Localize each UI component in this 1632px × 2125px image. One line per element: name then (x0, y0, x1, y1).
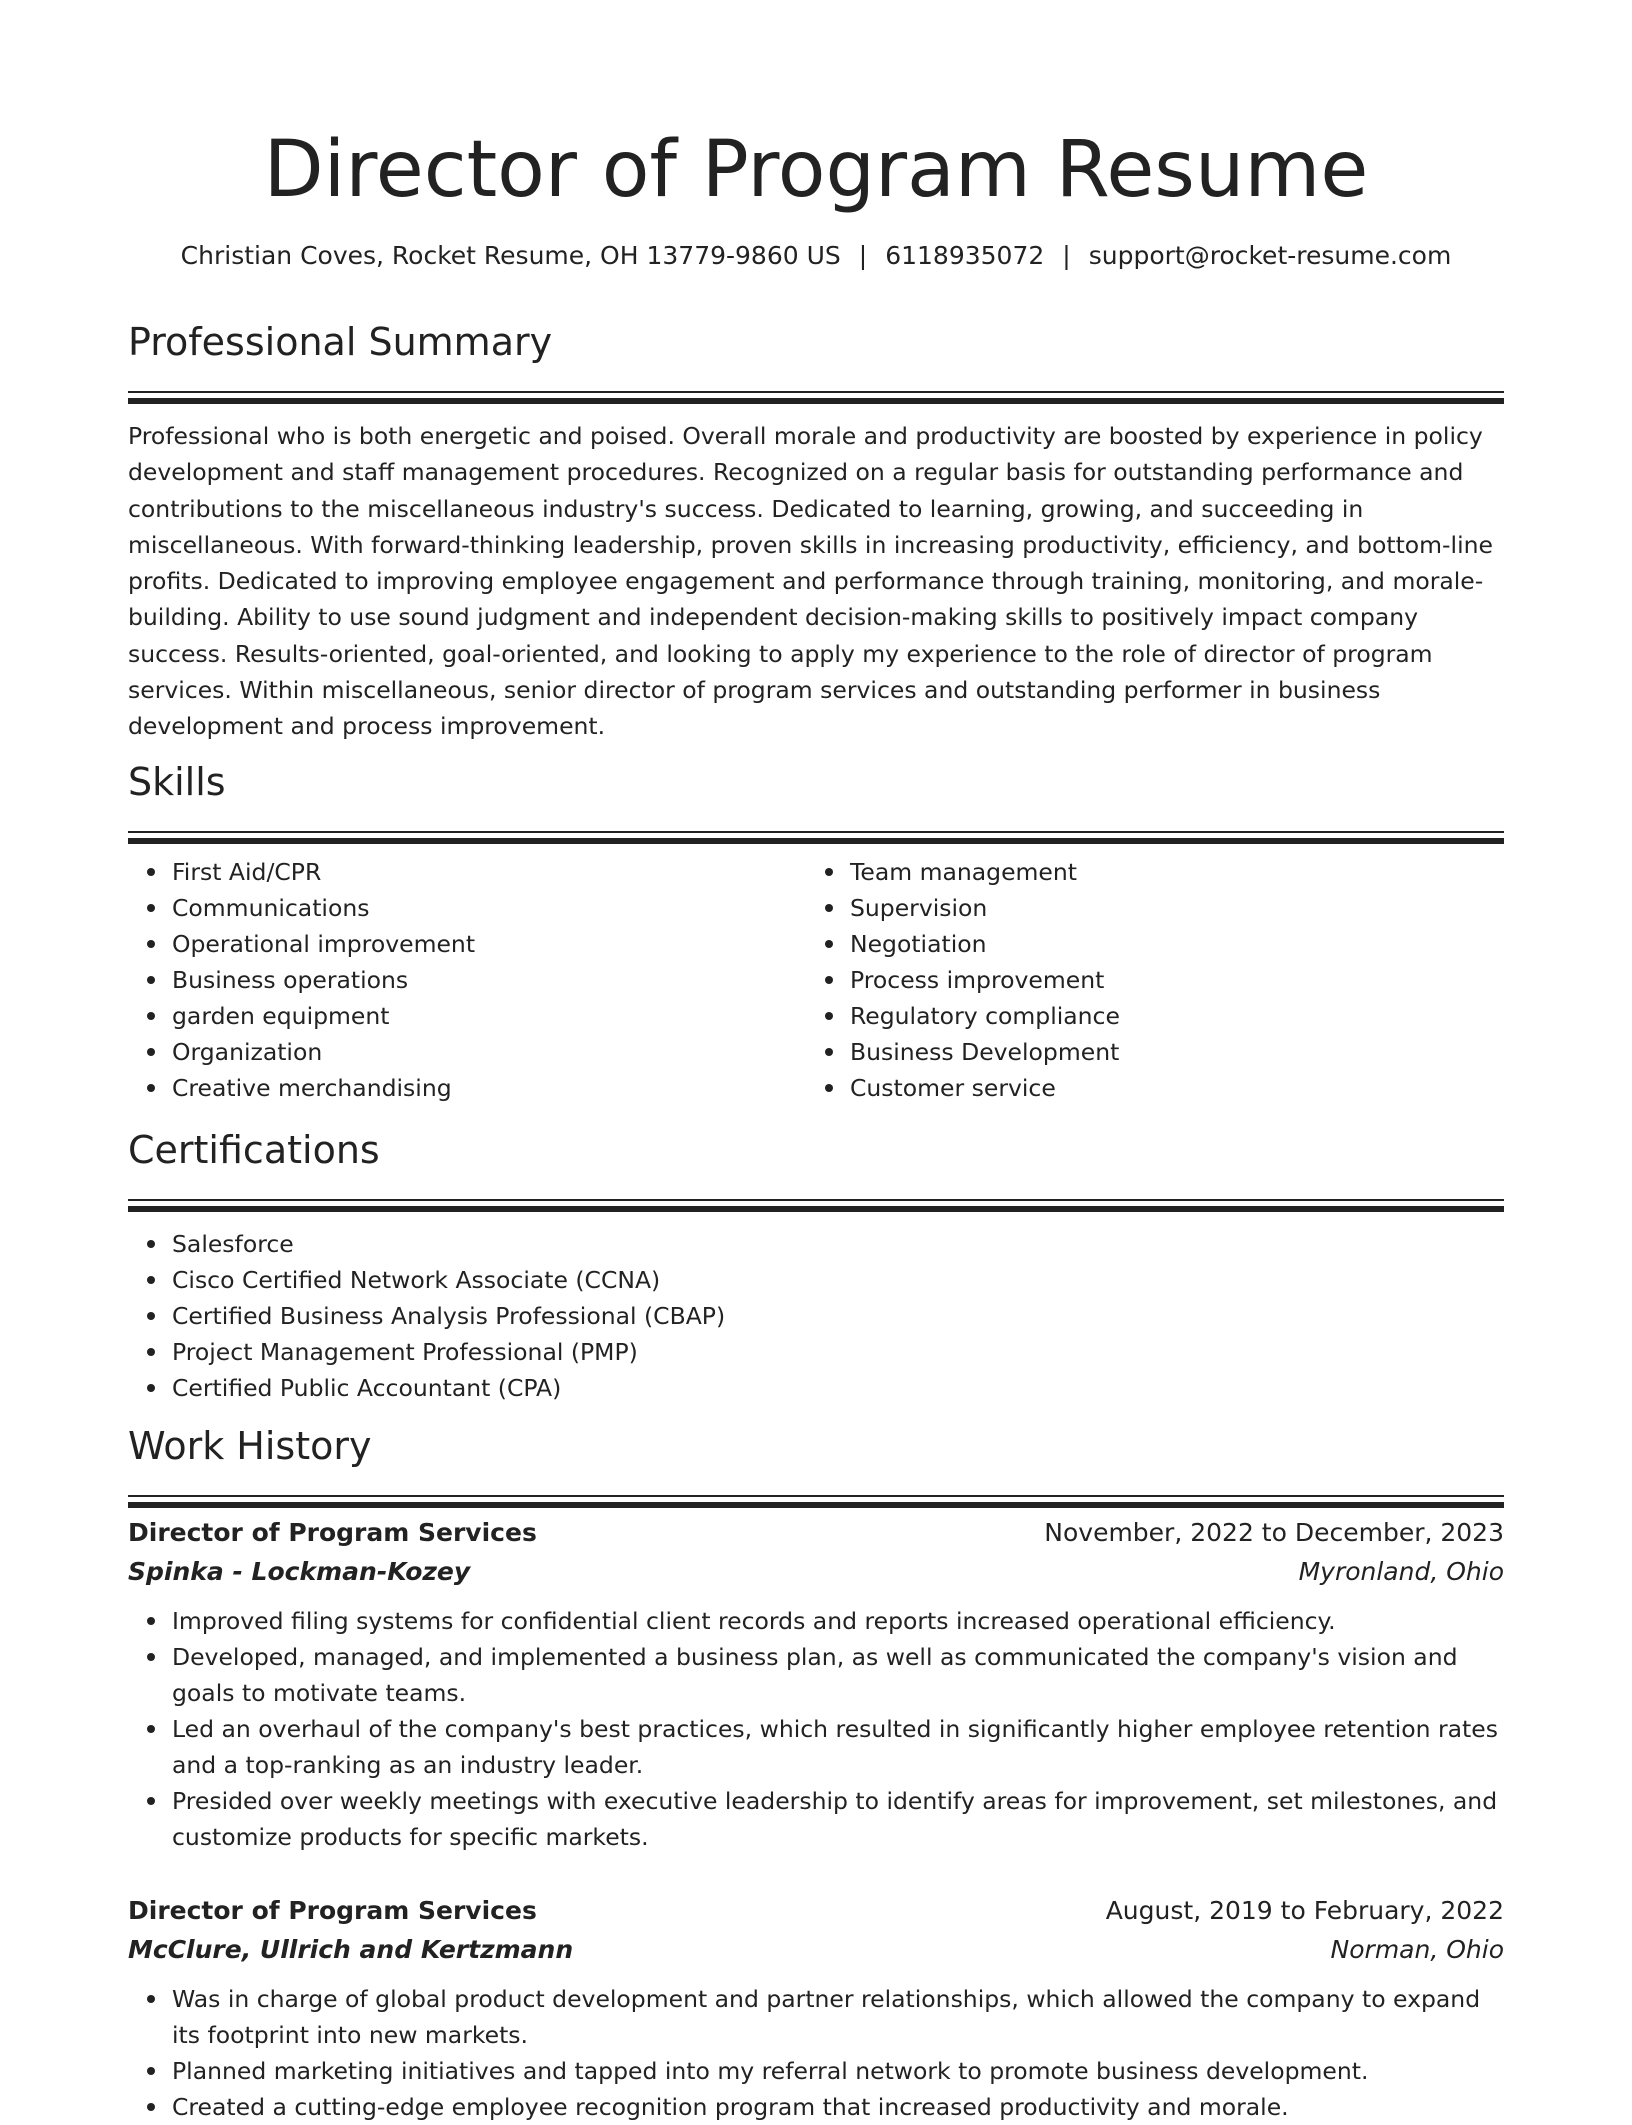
section-rule-thick (128, 1206, 1504, 1212)
skill-item: Customer service (850, 1070, 1120, 1106)
certification-item: Certified Business Analysis Professional (CBAP) (172, 1298, 1504, 1334)
skills-heading: Skills (128, 760, 226, 804)
skill-item: Operational improvement (172, 926, 475, 962)
summary-section (128, 316, 1504, 745)
certifications-list (128, 1226, 1504, 1406)
job-bullet: Led an overhaul of the company's best practices, which resulted in significantly higher employee retention rates and a top-ranking as an industry leader. (172, 1711, 1504, 1783)
contact-address: Christian Coves, Rocket Resume, OH 13779-9860 US (180, 241, 841, 270)
resume-title: Director of Program Resume (263, 125, 1369, 215)
job-company: McClure, Ullrich and Kertzmann (128, 1935, 574, 1964)
work-history-heading: Work History (128, 1424, 372, 1468)
job-bullet: Planned marketing initiatives and tapped into my referral network to promote business development. (172, 2053, 1504, 2089)
certifications-heading: Certifications (128, 1128, 380, 1172)
work-history-section (128, 1420, 1504, 1508)
skills-list-left (128, 854, 475, 1106)
skill-item: Communications (172, 890, 475, 926)
job-bullet: Created a cutting-edge employee recognition program that increased productivity and morale. (172, 2089, 1504, 2125)
certification-item: Salesforce (172, 1226, 1504, 1262)
skills-list-right (806, 854, 1120, 1106)
job-header-row (128, 1513, 1504, 1552)
skill-item: Process improvement (850, 962, 1120, 998)
certification-item: Cisco Certified Network Associate (CCNA) (172, 1262, 1504, 1298)
skill-item: Regulatory compliance (850, 998, 1120, 1034)
job-bullet: Presided over weekly meetings with executive leadership to identify areas for improvement, set milestones, and customize products for specific markets. (172, 1783, 1504, 1855)
certification-item: Certified Public Accountant (CPA) (172, 1370, 1504, 1406)
section-rule-thick (128, 398, 1504, 404)
skill-item: garden equipment (172, 998, 475, 1034)
summary-heading: Professional Summary (128, 320, 553, 364)
contact-separator: | (858, 241, 868, 270)
certification-item: Project Management Professional (PMP) (172, 1334, 1504, 1370)
job-entry (128, 1891, 1504, 2125)
skill-item: First Aid/CPR (172, 854, 475, 890)
contact-line (128, 238, 1504, 274)
job-header-row (128, 1891, 1504, 1930)
job-bullet: Improved filing systems for confidential client records and reports increased operational efficiency. (172, 1603, 1504, 1639)
skill-item: Organization (172, 1034, 475, 1070)
contact-phone: 6118935072 (885, 241, 1045, 270)
section-rule (128, 391, 1504, 393)
job-bullet: Developed, managed, and implemented a business plan, as well as communicated the company's vision and goals to motivate teams. (172, 1639, 1504, 1711)
skill-item: Business Development (850, 1034, 1120, 1070)
job-company: Spinka - Lockman-Kozey (128, 1557, 471, 1586)
section-rule-thick (128, 838, 1504, 844)
job-dates: November, 2022 to December, 2023 (1044, 1518, 1504, 1547)
skill-item: Supervision (850, 890, 1120, 926)
contact-email: support@rocket-resume.com (1088, 241, 1452, 270)
job-bullet: Was in charge of global product development and partner relationships, which allowed the company to expand its footprint into new markets. (172, 1981, 1504, 2053)
certifications-section (128, 1124, 1504, 1406)
job-entry (128, 1513, 1504, 1855)
section-rule-thick (128, 1502, 1504, 1508)
section-rule (128, 831, 1504, 833)
contact-separator: | (1062, 241, 1071, 270)
skill-item: Business operations (172, 962, 475, 998)
job-company-row (128, 1552, 1504, 1591)
job-dates: August, 2019 to February, 2022 (1105, 1896, 1504, 1925)
job-bullets (128, 1981, 1504, 2125)
job-bullets (128, 1603, 1504, 1855)
job-location: Norman, Ohio (1330, 1935, 1504, 1964)
section-rule (128, 1199, 1504, 1201)
section-rule (128, 1495, 1504, 1497)
summary-text: Professional who is both energetic and poised. Overall morale and productivity are boosted by experience in policy development and staff management procedures. Recognized on a regular basis for outstanding performance and contributions to the miscellaneous industry's success. Dedicated to learning, growing, and succeeding in miscellaneous. With forward-thinking leadership, proven skills in increasing productivity, efficiency, and bottom-line profits. Dedicated to improving employee engagement and performance through training, monitoring, and morale-building. Ability to use sound judgment and independent decision-making skills to positively impact company success. Results-oriented, goal-oriented, and looking to apply my experience to the role of director of program services. Within miscellaneous, senior director of program services and outstanding performer in business development and process improvement. (128, 422, 1493, 741)
job-title: Director of Program Services (128, 1518, 537, 1547)
skill-item: Negotiation (850, 926, 1120, 962)
skills-section (128, 756, 1504, 1114)
job-company-row (128, 1930, 1504, 1969)
job-title: Director of Program Services (128, 1896, 537, 1925)
job-location: Myronland, Ohio (1298, 1557, 1504, 1586)
skill-item: Creative merchandising (172, 1070, 475, 1106)
skill-item: Team management (850, 854, 1120, 890)
skills-columns (128, 854, 1504, 1114)
